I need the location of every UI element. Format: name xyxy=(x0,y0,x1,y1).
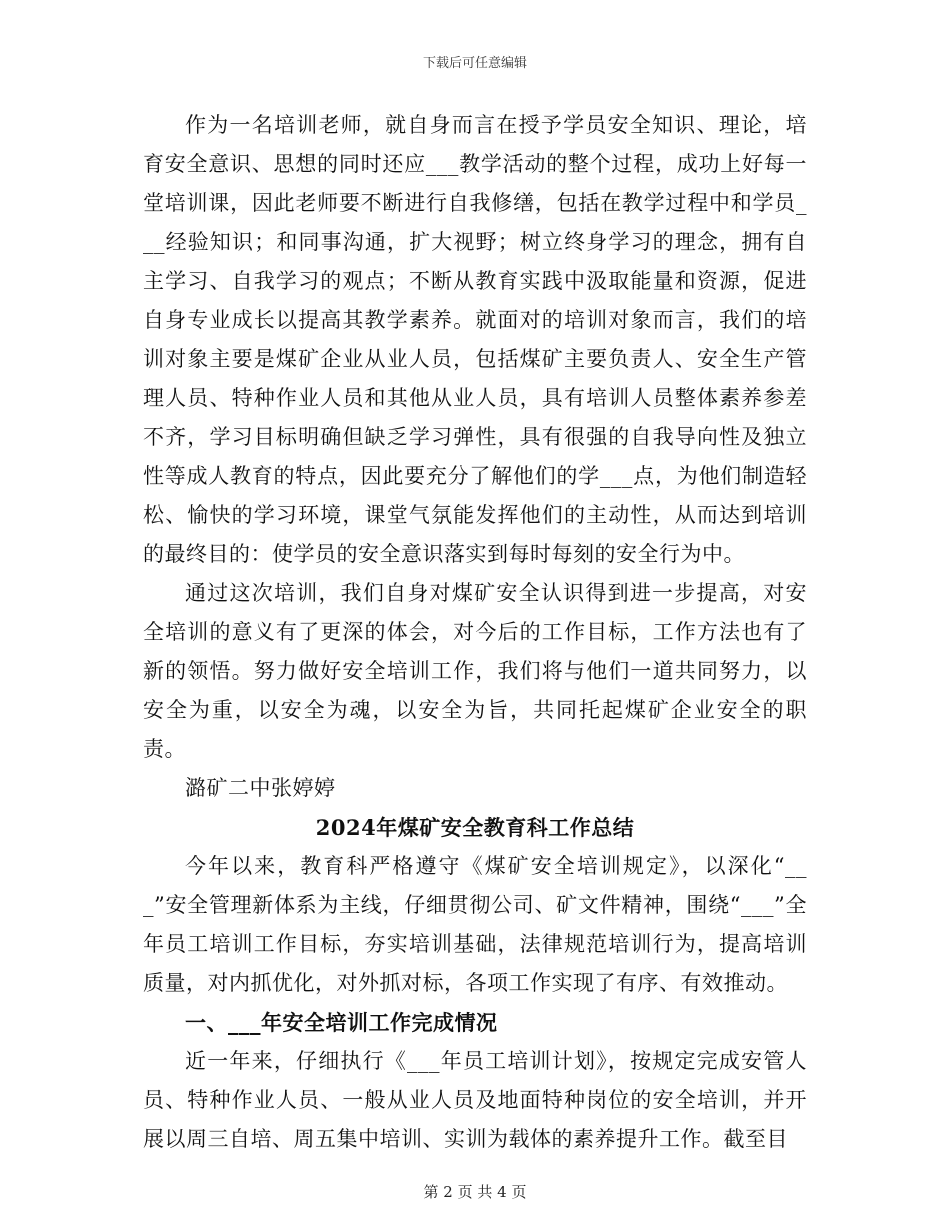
paragraph-training-reflection: 通过这次培训，我们自身对煤矿安全认识得到进一步提高，对安全培训的意义有了更深的体会，对今后的工作目标，工作方法也有了新的领悟。努力做好安全培训工作，我们将与他们一道共同努力，以安全为重，以安全为魂，以安全为旨，共同托起煤矿企业安全的职责。 xyxy=(143,581,807,761)
section-heading-1: 一、___年安全培训工作完成情况 xyxy=(185,1010,498,1035)
page-footer: 第 2 页 共 4 页 xyxy=(423,1183,527,1201)
paragraph-training-teacher: 作为一名培训老师，就自身而言在授予学员安全知识、理论，培育安全意识、思想的同时还应___教学活动的整个过程，成功上好每一堂培训课，因此老师要不断进行自我修缮，包括在教学过程中和学员___经验知识；和同事沟通，扩大视野；树立终身学习的理念，拥有自主学习、自我学习的观点；不断从教育实践中汲取能量和资源，促进自身专业成长以提高其教学素养。就面对的培训对象而言，我们的培训对象主要是煤矿企业从业人员，包括煤矿主要负责人、安全生产管理人员、特种作业人员和其他从业人员，具有培训人员整体素养参差不齐，学习目标明确但缺乏学习弹性，具有很强的自我导向性及独立性等成人教育的特点，因此要充分了解他们的学___点，为他们制造轻松、愉快的学习环境，课堂气氛能发挥他们的主动性，从而达到培训的最终目的：使学员的安全意识落实到每时每刻的安全行为中。 xyxy=(143,113,807,566)
document-title: 2024年煤矿安全教育科工作总结 xyxy=(315,815,635,840)
paragraph-completion-status: 近一年来，仔细执行《___年员工培训计划》，按规定完成安管人员、特种作业人员、一般从业人员及地面特种岗位的安全培训，并开展以周三自培、周五集中培训、实训为载体的素养提升工作。截至目 xyxy=(143,1049,807,1151)
page-header: 下载后可任意编辑 xyxy=(422,56,527,71)
document-body xyxy=(143,106,807,1159)
paragraph-annual-overview: 今年以来，教育科严格遵守《煤矿安全培训规定》，以深化“___”安全管理新体系为主线，仔细贯彻公司、矿文件精神，围绕“___”全年员工培训工作目标，夯实培训基础，法律规范培训行为，提高培训质量，对内抓优化，对外抓对标，各项工作实现了有序、有效推动。 xyxy=(143,854,807,995)
author-signature: 潞矿二中张婷婷 xyxy=(185,776,336,800)
